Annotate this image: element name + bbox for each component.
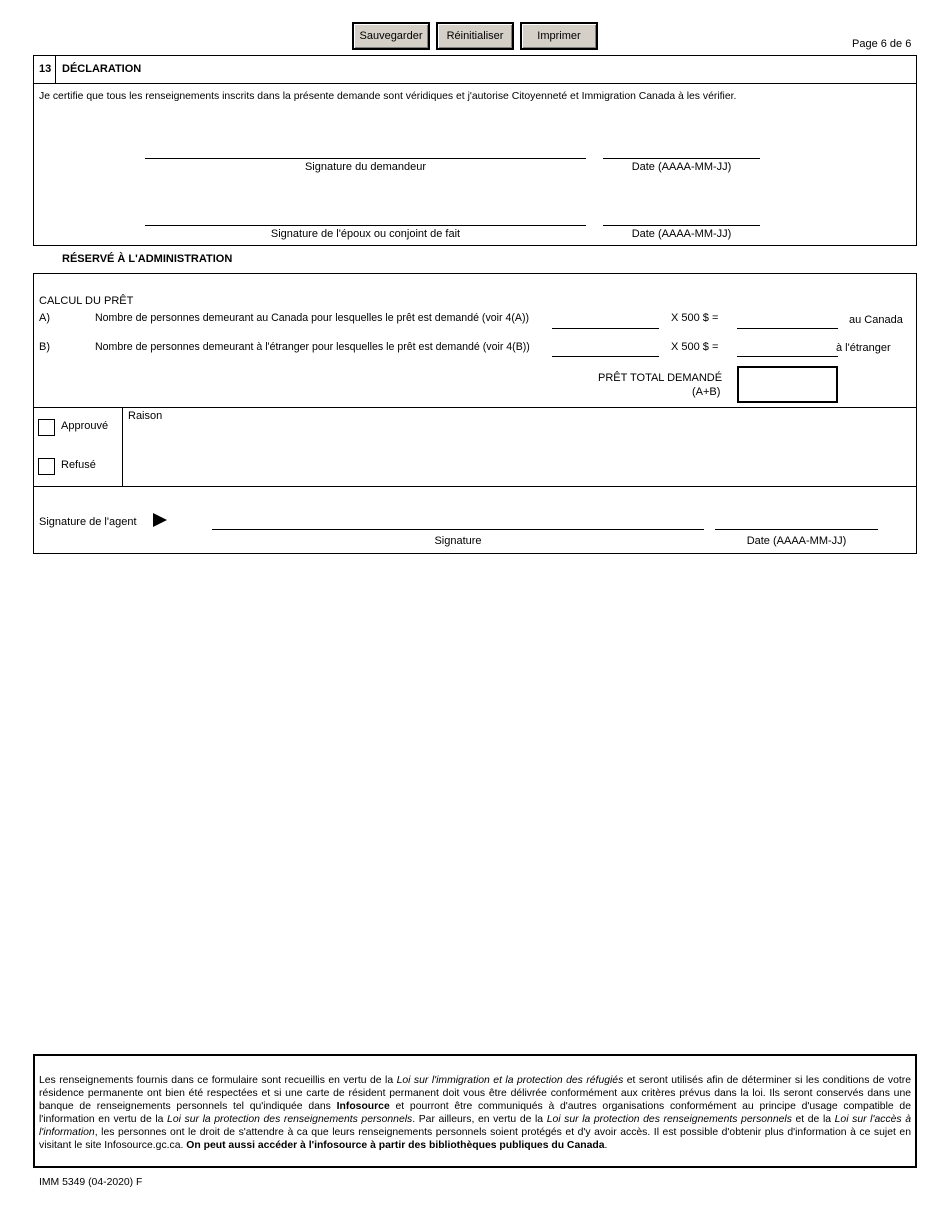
arrow-right-icon — [153, 513, 167, 527]
approval-divider-bottom — [33, 486, 917, 487]
row-b-suffix: à l'étranger — [836, 342, 891, 354]
agent-date-field[interactable] — [715, 512, 878, 530]
section-number-divider — [55, 55, 56, 83]
row-a-amount-field[interactable] — [737, 311, 838, 329]
agent-date-label: Date (AAAA-MM-JJ) — [746, 535, 847, 547]
row-b-label: Nombre de personnes demeurant à l'étranger pour lesquelles le prêt est demandé (voir 4(B)) — [95, 341, 530, 353]
reset-button[interactable]: Réinitialiser — [436, 22, 514, 50]
section-number: 13 — [39, 63, 52, 75]
save-button[interactable]: Sauvegarder — [352, 22, 430, 50]
admin-title: RÉSERVÉ À L'ADMINISTRATION — [62, 253, 233, 265]
privacy-notice-text: Les renseignements fournis dans ce formulaire sont recueillis en vertu de la Loi sur l'immigration et la protection des réfugiés et seront utilisés afin de déterminer si les conditions de votre résidence permanente ont bien été respectées et si une carte de résident permanent doit vous être délivrée conformément aux critères prévus dans la loi. Ils seront conservés dans une banque de renseignements personnels tel qu'indiquée dans Infosource et pourront être communiqués à d'autres organisations conformément au principe d'usage compatible de l'information en vertu de la Loi sur la protection des renseignements personnels. Par ailleurs, en vertu de la Loi sur la protection des renseignements personnels et de la Loi sur l'accès à l'information, les personnes ont le droit de s'attendre à ca que leurs renseignements personnels soient protégés et d'y avoir accès. Il est possible d'obtenir plus d'information à ce sujet en visitant le site Infosource.gc.ca. On peut aussi accéder à l'infosource à partir des bibliothèques publiques du Canada. — [39, 1075, 912, 1151]
row-a-letter: A) — [39, 312, 50, 324]
page-indicator: Page 6 de 6 — [852, 38, 912, 50]
applicant-signature-label: Signature du demandeur — [304, 161, 427, 173]
row-b-count-field[interactable] — [552, 339, 659, 357]
approval-column-divider — [122, 407, 123, 486]
agent-signature-field[interactable] — [212, 512, 704, 530]
form-code: IMM 5349 (04-2020) F — [39, 1177, 143, 1188]
section-title: DÉCLARATION — [62, 63, 142, 75]
approval-divider-top — [33, 407, 917, 408]
spouse-signature-field[interactable] — [145, 208, 586, 226]
row-b-multiplier: X 500 $ = — [671, 341, 719, 353]
row-a-suffix: au Canada — [849, 314, 903, 326]
reason-field[interactable] — [126, 424, 914, 483]
print-button[interactable]: Imprimer — [520, 22, 598, 50]
row-a-count-field[interactable] — [552, 311, 659, 329]
declaration-header-divider — [33, 83, 917, 84]
agent-signature-label: Signature de l'agent — [39, 516, 137, 528]
applicant-date-field[interactable] — [603, 141, 760, 159]
applicant-signature-field[interactable] — [145, 141, 586, 159]
refused-label: Refusé — [61, 459, 96, 471]
declaration-statement: Je certifie que tous les renseignements inscrits dans la présente demande sont véridiques et j'autorise Citoyenneté et Immigration Canada à les vérifier. — [39, 91, 737, 102]
refused-checkbox[interactable] — [38, 458, 55, 475]
spouse-date-label: Date (AAAA-MM-JJ) — [631, 228, 732, 240]
approved-checkbox[interactable] — [38, 419, 55, 436]
applicant-date-label: Date (AAAA-MM-JJ) — [631, 161, 732, 173]
total-sub-label: (A+B) — [692, 386, 721, 398]
signature-label: Signature — [434, 535, 482, 547]
row-b-amount-field[interactable] — [737, 339, 838, 357]
row-b-letter: B) — [39, 341, 50, 353]
reason-label: Raison — [128, 410, 163, 422]
approved-label: Approuvé — [61, 420, 109, 432]
spouse-date-field[interactable] — [603, 208, 760, 226]
row-a-label: Nombre de personnes demeurant au Canada pour lesquelles le prêt est demandé (voir 4(A)) — [95, 312, 529, 324]
total-label: PRÊT TOTAL DEMANDÉ — [598, 372, 723, 384]
spouse-signature-label: Signature de l'époux ou conjoint de fait — [270, 228, 461, 240]
loan-calc-title: CALCUL DU PRÊT — [39, 295, 134, 307]
row-a-multiplier: X 500 $ = — [671, 312, 719, 324]
total-loan-field[interactable] — [737, 366, 838, 403]
